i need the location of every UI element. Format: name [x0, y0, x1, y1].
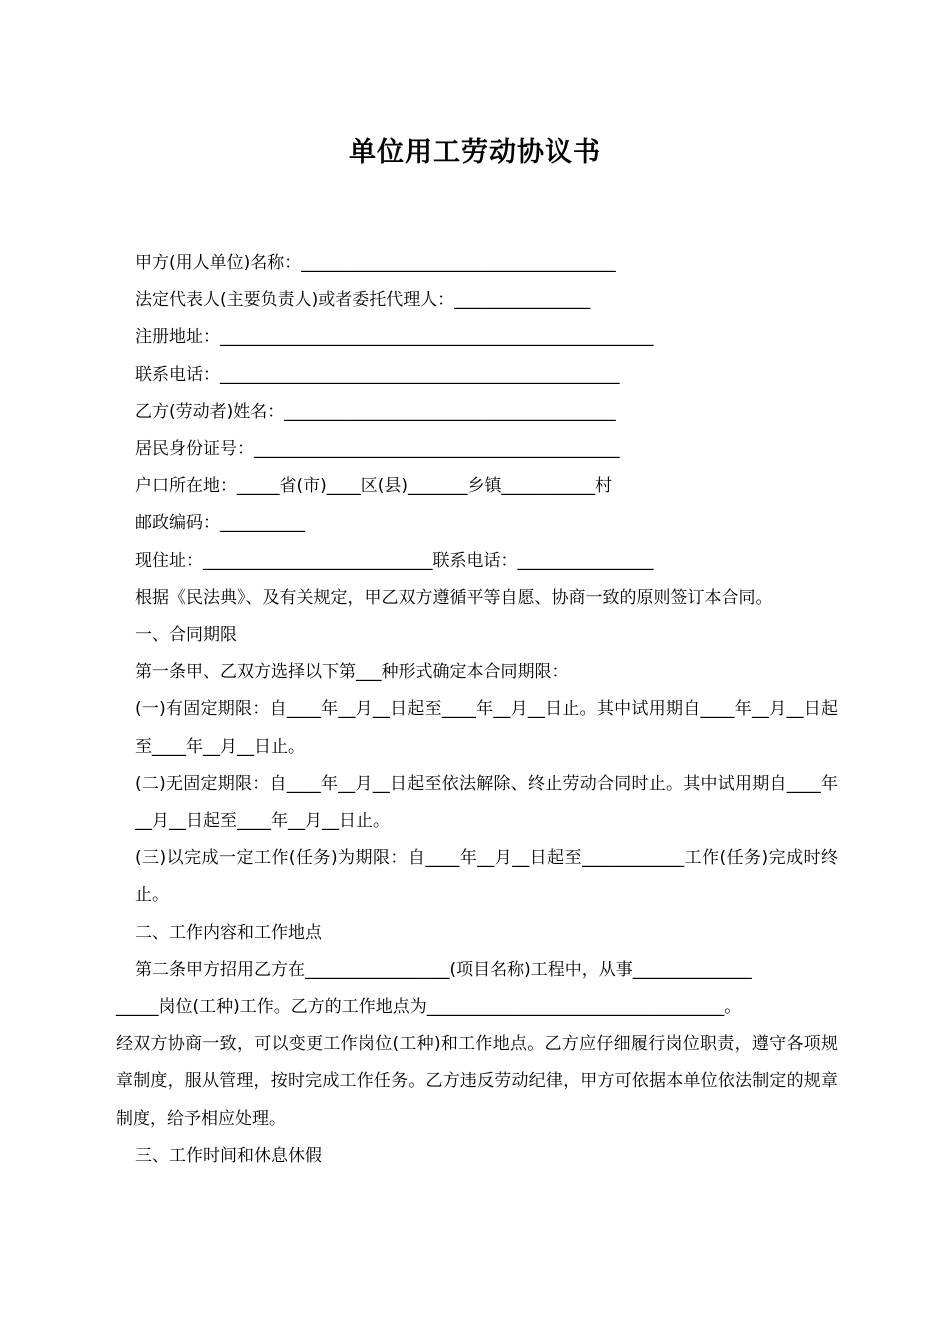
legal-representative-line: 法定代表人(主要负责人)或者委托代理人：________________: [135, 290, 591, 311]
section-heading-hours: 三、工作时间和休息休假: [135, 1145, 322, 1166]
article-2-paragraph-line-1: 第二条甲方招用乙方在_________________(项目名称)工程中，从事______________: [135, 959, 752, 980]
fixed-term-paragraph: (一)有固定期限：自____年__月__日起至____年__月__日止。其中试用期自____年__月__日起至____年__月__日止。: [135, 699, 838, 757]
document-body: [116, 245, 838, 1175]
task-term-paragraph: (三)以完成一定工作(任务)为期限：自____年__月__日起至____________工作(任务)完成时终止。: [135, 848, 838, 906]
article-1-paragraph: 第一条甲、乙双方选择以下第___种形式确定本合同期限：: [135, 662, 569, 683]
postal-code-line: 邮政编码：__________: [135, 513, 305, 534]
article-2-paragraph-line-2: _____岗位(工种)工作。乙方的工作地点为___________________________________。: [116, 997, 742, 1018]
current-address-line: 现住址：___________________________联系电话：________________: [135, 550, 654, 571]
registered-address-line: 注册地址：___________________________________________________: [135, 327, 654, 348]
section-heading-work: 二、工作内容和工作地点: [135, 922, 322, 943]
id-number-line: 居民身份证号：___________________________________________: [135, 439, 620, 460]
party-b-name-line: 乙方(劳动者)姓名：_______________________________________: [135, 401, 616, 422]
document-title: 单位用工劳动协议书: [349, 137, 601, 168]
open-term-paragraph: (二)无固定期限：自____年__月__日起至依法解除、终止劳动合同时止。其中试用期自____年__月__日起至____年__月__日止。: [135, 773, 838, 832]
work-change-paragraph: 经双方协商一致，可以变更工作岗位(工种)和工作地点。乙方应仔细履行岗位职责，遵守各项规章制度，服从管理，按时完成工作任务。乙方违反劳动纪律，甲方可依据本单位依法制定的规章制度，给予相应处理。: [116, 1034, 838, 1129]
section-heading-term: 一、合同期限: [135, 625, 237, 646]
party-a-phone-line: 联系电话：_______________________________________________: [135, 364, 620, 385]
party-a-name-line: 甲方(用人单位)名称：_____________________________________: [135, 253, 616, 273]
preamble-paragraph: 根据《民法典》、及有关规定，甲乙双方遵循平等自愿、协商一致的原则签订本合同。: [135, 587, 773, 608]
household-registration-line: 户口所在地：_____省(市)____区(县)_______乡镇___________村: [135, 476, 613, 497]
